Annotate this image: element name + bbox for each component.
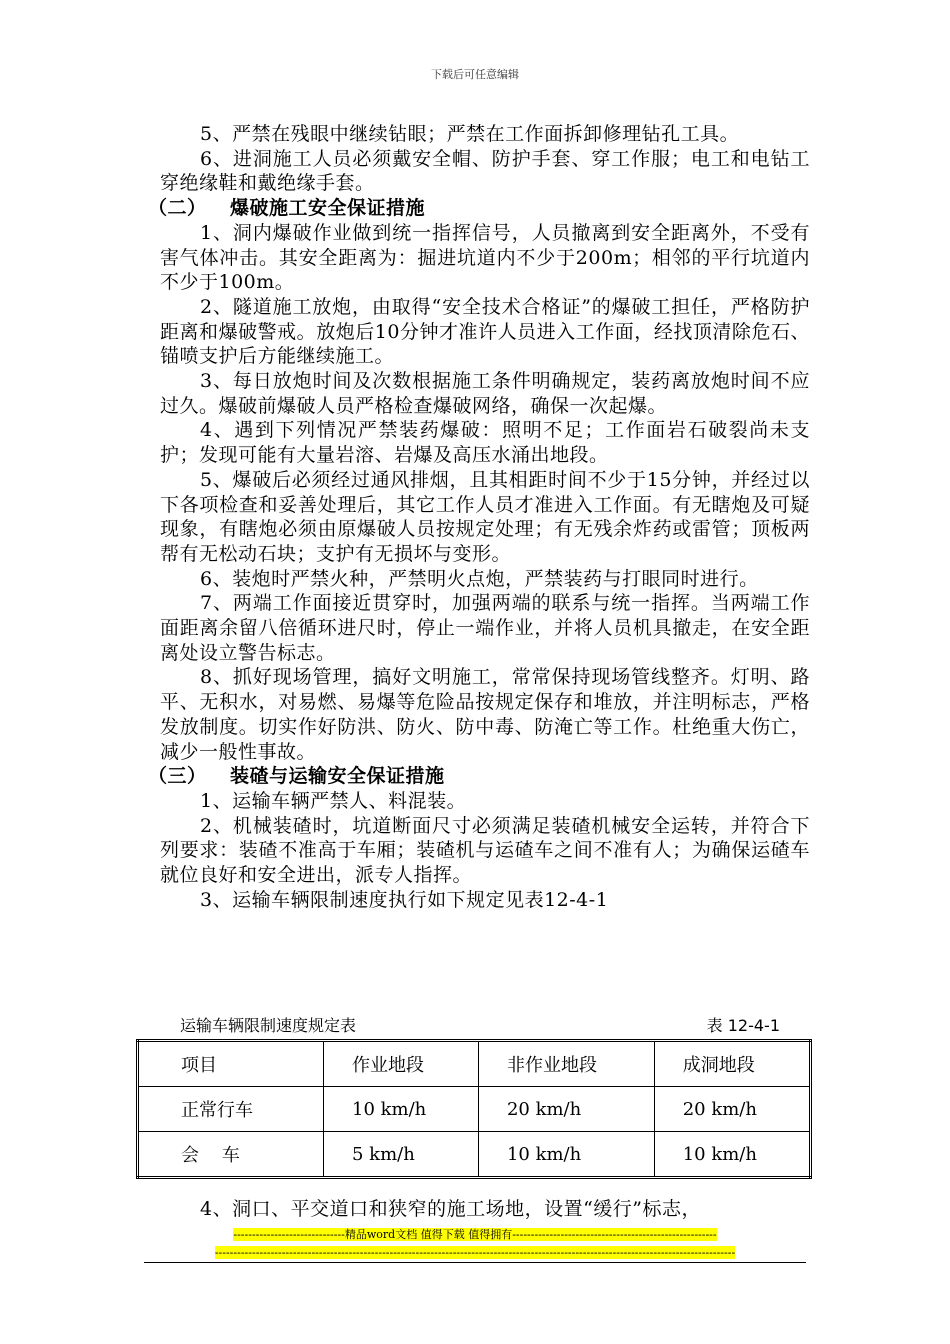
table-cell: 10 km/h [324, 1087, 479, 1132]
section-label: （三） [148, 765, 207, 788]
table-caption: 运输车辆限制速度规定表 [180, 1016, 357, 1035]
table-cell: 10 km/h [478, 1132, 654, 1178]
paragraph: 3、每日放炮时间及次数根据施工条件明确规定，装药离放炮时间不应过久。爆破前爆破人员严格检查爆破网络，确保一次起爆。 [160, 370, 810, 417]
header-note: 下载后可任意编辑 [431, 68, 519, 81]
paragraph: 1、洞内爆破作业做到统一指挥信号，人员撤离到安全距离外，不受有害气体冲击。其安全距离为：掘进坑道内不少于200m；相邻的平行坑道内不少于100m。 [160, 221, 810, 294]
table-header-cell: 成洞地段 [654, 1041, 810, 1087]
table-header-row [138, 1041, 811, 1087]
table-cell: 正常行车 [138, 1087, 324, 1132]
paragraph: 2、隧道施工放炮，由取得“安全技术合格证”的爆破工担任，严格防护距离和爆破警戒。放炮后10分钟才准许人员进入工作面，经找顶清除危石、锚喷支护后方能继续施工。 [160, 295, 810, 368]
paragraph: 6、进洞施工人员必须戴安全帽、防护手套、穿工作服；电工和电钻工穿绝缘鞋和戴绝缘手套。 [160, 147, 810, 195]
footer-banner-text: ------------------------------精品word文档 值得下载 值得拥有------------------------------------------------------- [233, 1228, 717, 1241]
table-header-cell: 项目 [138, 1041, 324, 1087]
table-row [138, 1087, 811, 1132]
footer-banner [0, 1228, 950, 1241]
table-cell: 5 km/h [324, 1132, 479, 1178]
paragraph: 3、运输车辆限制速度执行如下规定见表12-4-1 [200, 888, 609, 911]
section-title: 爆破施工安全保证措施 [230, 197, 426, 220]
paragraph: 7、两端工作面接近贯穿时，加强两端的联系与统一指挥。当两端工作面距离余留八倍循环进尺时，停止一端作业，并将人员机具撤走，在安全距离处设立警告标志。 [160, 592, 810, 664]
table-row [138, 1132, 811, 1178]
table-caption-row [180, 1013, 780, 1036]
document-body [148, 122, 810, 913]
footer-dashes-text: -------------------------------------------------------------------------------------------------------------------------------------------- [214, 1246, 736, 1259]
footer-rule [144, 1262, 806, 1263]
section-label: （二） [148, 197, 207, 220]
paragraph: 4、遇到下列情况严禁装药爆破：照明不足；工作面岩石破裂尚未支护；发现可能有大量岩溶、岩爆及高压水涌出地段。 [160, 419, 810, 467]
paragraph: 1、运输车辆严禁人、料混装。 [200, 789, 467, 812]
speed-limit-table [136, 1039, 812, 1179]
paragraph: 2、机械装碴时，坑道断面尺寸必须满足装碴机械安全运转，并符合下列要求：装碴不准高于车厢；装碴机与运碴车之间不准有人；为确保运碴车就位良好和安全进出，派专人指挥。 [160, 814, 810, 887]
section-heading-3 [148, 764, 810, 789]
footer-dashes [0, 1246, 950, 1259]
paragraph: 5、爆破后必须经过通风排烟，且其相距时间不少于15分钟，并经过以下各项检查和妥善处理后，其它工作人员才准进入工作面。有无瞎炮及可疑现象，有瞎炮必须由原爆破人员按规定处理；有无残余炸药或雷管；顶板两帮有无松动石块；支护有无损坏与变形。 [160, 468, 810, 565]
table-cell: 10 km/h [654, 1132, 810, 1178]
paragraph: 8、抓好现场管理，搞好文明施工，常常保持现场管线整齐。灯明、路平、无积水，对易燃、易爆等危险品按规定保存和堆放，并注明标志，严格发放制度。切实作好防洪、防火、防中毒、防淹亡等工作。杜绝重大伤亡，减少一般性事故。 [160, 666, 810, 763]
table-cell: 20 km/h [478, 1087, 654, 1132]
table-cell: 20 km/h [654, 1087, 810, 1132]
paragraph: 6、装炮时严禁火种，严禁明火点炮，严禁装药与打眼同时进行。 [200, 567, 759, 590]
paragraph: 4、洞口、平交道口和狭窄的施工场地，设置“缓行”标志， [200, 1198, 702, 1220]
section-title: 装碴与运输安全保证措施 [230, 765, 445, 788]
table-number: 表 12-4-1 [706, 1016, 780, 1035]
table-header-cell: 非作业地段 [478, 1041, 654, 1087]
section-heading-2 [148, 196, 810, 221]
table-cell: 会 车 [138, 1132, 324, 1178]
paragraph: 5、严禁在残眼中继续钻眼；严禁在工作面拆卸修理钻孔工具。 [200, 123, 740, 145]
table-header-cell: 作业地段 [324, 1041, 479, 1087]
